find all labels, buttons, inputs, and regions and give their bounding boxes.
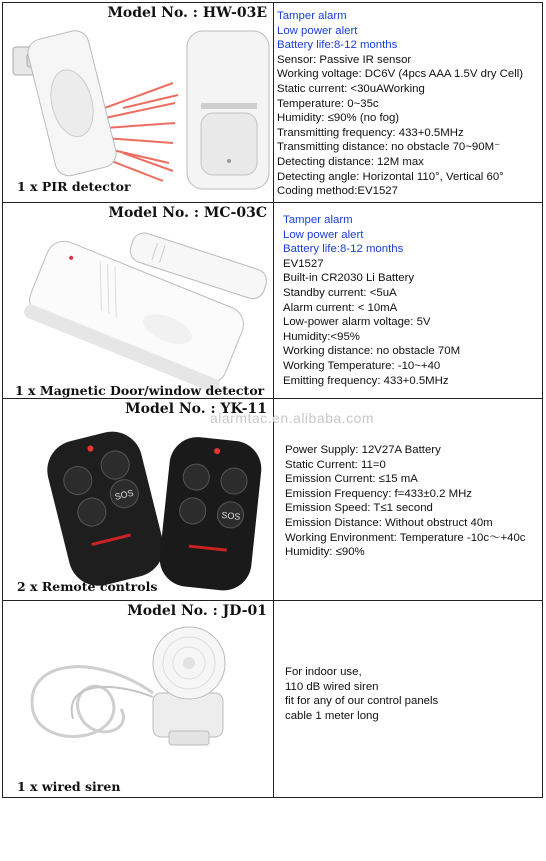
spec-line: fit for any of our control panels [285,695,439,708]
model-number: Model No. : MC-03C [108,205,267,221]
spec-line: Coding method:EV1527 [277,185,398,198]
sos-label: SOS [113,487,135,502]
pir-sensor-image [3,3,273,202]
product-row-pir [2,2,543,202]
remote-control-image [3,399,273,600]
spec-line: Emission Frequency: f=433±0.2 MHz [285,487,472,500]
spec-line: Alarm current: < 10mA [283,301,398,314]
spec-line: Temperature: 0~35c [277,97,379,110]
model-number: Model No. : YK-11 [125,401,267,417]
product-caption: 1 x PIR detector [17,179,131,194]
spec-line: Power Supply: 12V27A Battery [285,444,441,456]
spec-list [285,665,540,723]
alert-line: Tamper alarm [283,214,353,226]
model-number: Model No. : HW-03E [107,5,267,21]
spec-line: Humidity:<95% [283,330,360,343]
spec-line: Working voltage: DC6V (4pcs AAA 1.5V dry Cell) [277,68,524,81]
spec-line: Humidity: ≤90% (no fog) [277,112,400,125]
spec-line: Working distance: no obstacle 70M [283,345,461,358]
product-caption: 2 x Remote controls [17,579,158,594]
spec-cell [277,3,540,208]
spec-line: Emitting frequency: 433+0.5MHz [283,374,449,387]
spec-line: Sensor: Passive IR sensor [277,53,412,66]
column-divider [273,601,274,797]
spec-cell [285,601,540,861]
spec-line: cable 1 meter long [285,709,379,722]
spec-line: Detecting angle: Horizontal 110°, Vertical 60° [277,170,504,183]
spec-line: Transmitting frequency: 433+0.5MHz [277,126,464,139]
product-caption: 1 x Magnetic Door/window detector [15,383,265,398]
spec-line: Transmitting distance: no obstacle 70~90M⁻ [277,141,501,154]
column-divider [273,203,274,398]
product-image-cell [3,601,273,797]
product-image-cell [3,203,273,398]
sos-label: SOS [220,509,241,522]
spec-list [283,213,540,388]
spec-line: Emission Current: ≤15 mA [285,473,418,486]
model-number: Model No. : JD-01 [127,603,267,619]
alert-line: Battery life:8-12 months [283,243,404,256]
spec-line: Working Environment: Temperature -10c～+40c [285,531,526,544]
spec-cell [283,203,540,408]
spec-line: Built-in CR2030 Li Battery [283,272,415,285]
door-sensor-image [3,203,273,398]
spec-line: Standby current: <5uA [283,286,397,299]
spec-list [285,443,540,560]
alert-line: Battery life:8-12 months [277,39,398,52]
spec-list [277,9,540,199]
spec-line: Emission Speed: T≤1 second [285,502,433,515]
spec-line: Humidity: ≤90% [285,546,365,559]
column-divider [273,3,274,202]
product-row-remote [2,398,543,600]
product-caption: 1 x wired siren [17,779,121,794]
spec-line: EV1527 [283,257,324,270]
alert-line: Tamper alarm [277,10,347,22]
spec-line: Static Current: 11=0 [285,458,386,471]
watermark: alarmtac.en.alibaba.com [210,410,375,426]
alert-line: Low power alert [277,24,358,37]
spec-line: Emission Distance: Without obstruct 40m [285,516,493,529]
spec-line: Static current: <30uAWorking [277,82,425,95]
column-divider [273,399,274,600]
spec-line: For indoor use, [285,666,362,678]
spec-line: Low-power alarm voltage: 5V [283,316,431,329]
product-row-siren [2,600,543,798]
spec-line: 110 dB wired siren [285,680,379,693]
product-row-door [2,202,543,398]
siren-image [3,601,273,797]
spec-line: Detecting distance: 12M max [277,155,424,168]
product-image-cell [3,399,273,600]
spec-line: Working Temperature: -10~+40 [283,359,441,372]
alert-line: Low power alert [283,228,364,241]
product-image-cell [3,3,273,202]
